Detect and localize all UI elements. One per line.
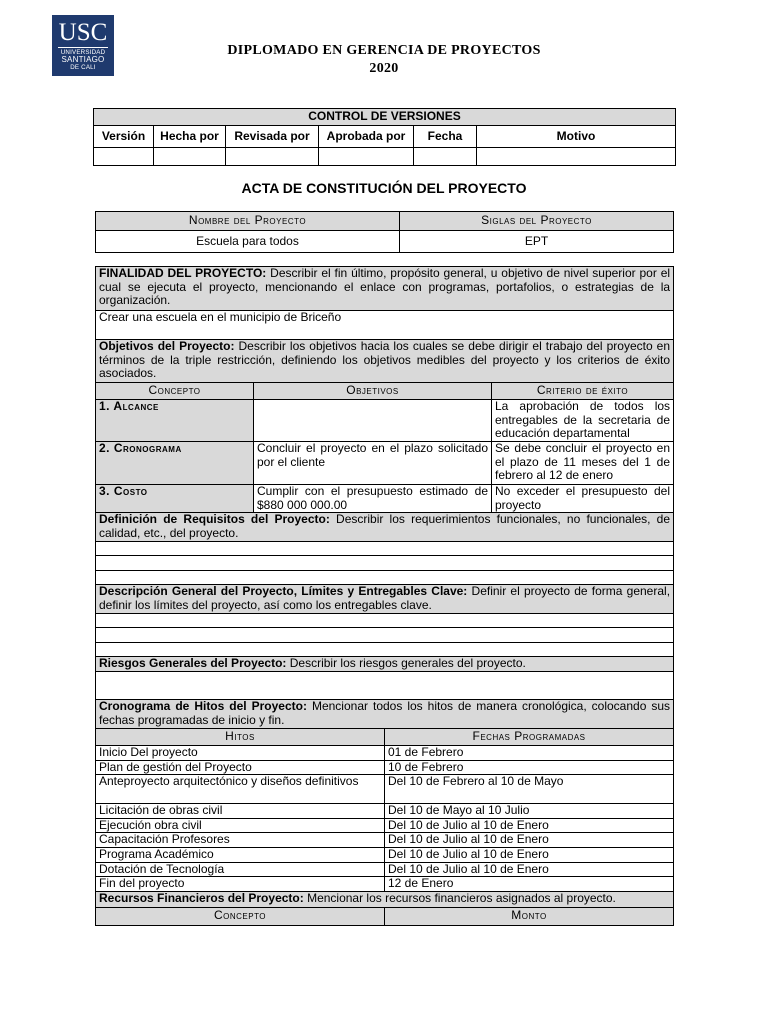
milestones-hitos-header: Hitos — [96, 729, 385, 746]
milestone-date: 01 de Febrero — [385, 746, 674, 761]
purpose-value: Crear una escuela en el municipio de Briceño — [96, 311, 674, 340]
purpose-section-header — [96, 267, 674, 311]
version-column-header: Versión — [94, 126, 154, 148]
requirements-blank-row — [96, 556, 674, 571]
project-acronym-value: EPT — [400, 231, 674, 253]
description-description: Definir el proyecto de forma general, definir los límites del proyecto, así como los entregables clave. — [99, 584, 671, 612]
risks-section-header — [96, 657, 674, 672]
requirements-section-header — [96, 513, 674, 542]
approved-by-cell — [319, 148, 414, 166]
milestone-date: Del 10 de Julio al 10 de Enero — [385, 848, 674, 863]
objective-text-schedule: Concluir el proyecto en el plazo solicitado por el cliente — [254, 442, 492, 485]
milestone-date: Del 10 de Mayo al 10 Julio — [385, 804, 674, 819]
objective-criteria-schedule: Se debe concluir el proyecto en el plazo de 11 meses del 1 de febrero al 12 de enero — [492, 442, 674, 485]
milestones-description: Mencionar todos los hitos de manera cronológica, colocando sus fechas programadas de inicio y fin. — [99, 699, 671, 727]
risks-blank-row — [96, 672, 674, 700]
objectives-objectives-header: Objetivos — [254, 383, 492, 400]
project-charter-table — [95, 266, 674, 926]
logo-text-university: UNIVERSIDAD — [60, 49, 106, 56]
version-cell — [94, 148, 154, 166]
objective-criteria-scope: La aprobación de todos los entregables de la secretaria de educación departamental — [492, 400, 674, 442]
purpose-description: Describir el fin último, propósito general, u objetivo de nivel superior por el cual se ejecuta el proyecto, mencionando el enlace con programas, portafolios, o estrategias de la organización. — [99, 266, 671, 307]
milestone-name: Plan de gestión del Proyecto — [96, 760, 385, 775]
objective-concept-schedule: 2. Cronograma — [96, 442, 254, 485]
objectives-success-criteria-header: Criterio de éxito — [492, 383, 674, 400]
description-label: Descripción General del Proyecto, Límites y Entregables Clave: — [99, 584, 468, 598]
financial-concept-header: Concepto — [96, 907, 385, 925]
objectives-description: Describir los objetivos hacia los cuales se debe dirigir el trabajo del proyecto en términos de la triple restricción, definiendo los objetivos medibles del proyecto y los criterios de éxito asociados. — [99, 339, 671, 380]
reviewed-by-column-header: Revisada por — [226, 126, 319, 148]
milestone-date: Del 10 de Julio al 10 de Enero — [385, 833, 674, 848]
version-control-table — [93, 108, 676, 166]
risks-description: Describir los riesgos generales del proyecto. — [286, 656, 526, 670]
reason-cell — [477, 148, 676, 166]
milestones-section-header — [96, 700, 674, 729]
milestone-name: Anteproyecto arquitectónico y diseños definitivos — [96, 775, 385, 804]
description-section-header — [96, 585, 674, 614]
objective-text-cost: Cumplir con el presupuesto estimado de $880 000 000.00 — [254, 485, 492, 513]
requirements-blank-row — [96, 542, 674, 556]
approved-by-column-header: Aprobada por — [319, 126, 414, 148]
document-header-year: 2020 — [369, 61, 399, 76]
version-control-title: CONTROL DE VERSIONES — [94, 109, 676, 126]
project-identity-table — [95, 211, 674, 253]
milestone-name: Ejecución obra civil — [96, 818, 385, 833]
objectives-section-header — [96, 340, 674, 383]
objective-text-scope — [254, 400, 492, 442]
description-blank-row — [96, 643, 674, 657]
milestone-name: Programa Académico — [96, 848, 385, 863]
financial-resources-label: Recursos Financieros del Proyecto: — [99, 891, 304, 905]
made-by-cell — [154, 148, 226, 166]
milestone-date: Del 10 de Febrero al 10 de Mayo — [385, 775, 674, 804]
milestone-date: Del 10 de Julio al 10 de Enero — [385, 862, 674, 877]
objective-concept-cost: 3. Costo — [96, 485, 254, 513]
date-column-header: Fecha — [414, 126, 477, 148]
milestone-name: Fin del proyecto — [96, 877, 385, 892]
milestone-date: Del 10 de Julio al 10 de Enero — [385, 818, 674, 833]
objectives-label: Objetivos del Proyecto: — [99, 339, 235, 353]
objective-concept-scope: 1. Alcance — [96, 400, 254, 442]
made-by-column-header: Hecha por — [154, 126, 226, 148]
financial-amount-header: Monto — [385, 907, 674, 925]
logo-text-cali: DE CALI — [70, 64, 96, 71]
project-acronym-label: Siglas del Proyecto — [400, 212, 674, 231]
financial-resources-description: Mencionar los recursos financieros asignados al proyecto. — [303, 891, 616, 905]
milestone-date: 12 de Enero — [385, 877, 674, 892]
requirements-label: Definición de Requisitos del Proyecto: — [99, 512, 330, 526]
milestone-name: Licitación de obras civil — [96, 804, 385, 819]
milestones-label: Cronograma de Hitos del Proyecto: — [99, 699, 307, 713]
logo-text: USC — [58, 19, 108, 46]
reviewed-by-cell — [226, 148, 319, 166]
purpose-label: FINALIDAD DEL PROYECTO: — [99, 266, 267, 280]
requirements-blank-row — [96, 571, 674, 585]
objective-criteria-cost: No exceder el presupuesto del proyecto — [492, 485, 674, 513]
document-header-title: DIPLOMADO EN GERENCIA DE PROYECTOS — [227, 43, 541, 58]
financial-resources-section-header — [96, 891, 674, 907]
milestone-name: Inicio Del proyecto — [96, 746, 385, 761]
project-name-value: Escuela para todos — [96, 231, 400, 253]
date-cell — [414, 148, 477, 166]
milestone-name: Capacitación Profesores — [96, 833, 385, 848]
project-name-label: Nombre del Proyecto — [96, 212, 400, 231]
milestone-date: 10 de Febrero — [385, 760, 674, 775]
milestone-name: Dotación de Tecnología — [96, 862, 385, 877]
document-title: ACTA DE CONSTITUCIÓN DEL PROYECTO — [241, 180, 527, 196]
description-blank-row — [96, 614, 674, 628]
risks-label: Riesgos Generales del Proyecto: — [99, 656, 287, 670]
milestones-dates-header: Fechas Programadas — [385, 729, 674, 746]
reason-column-header: Motivo — [477, 126, 676, 148]
logo-text-santiago: SANTIAGO — [61, 55, 105, 64]
description-blank-row — [96, 628, 674, 643]
requirements-description: Describir los requerimientos funcionales, no funcionales, de calidad, etc., del proyecto. — [99, 512, 671, 540]
objectives-concept-header: Concepto — [96, 383, 254, 400]
